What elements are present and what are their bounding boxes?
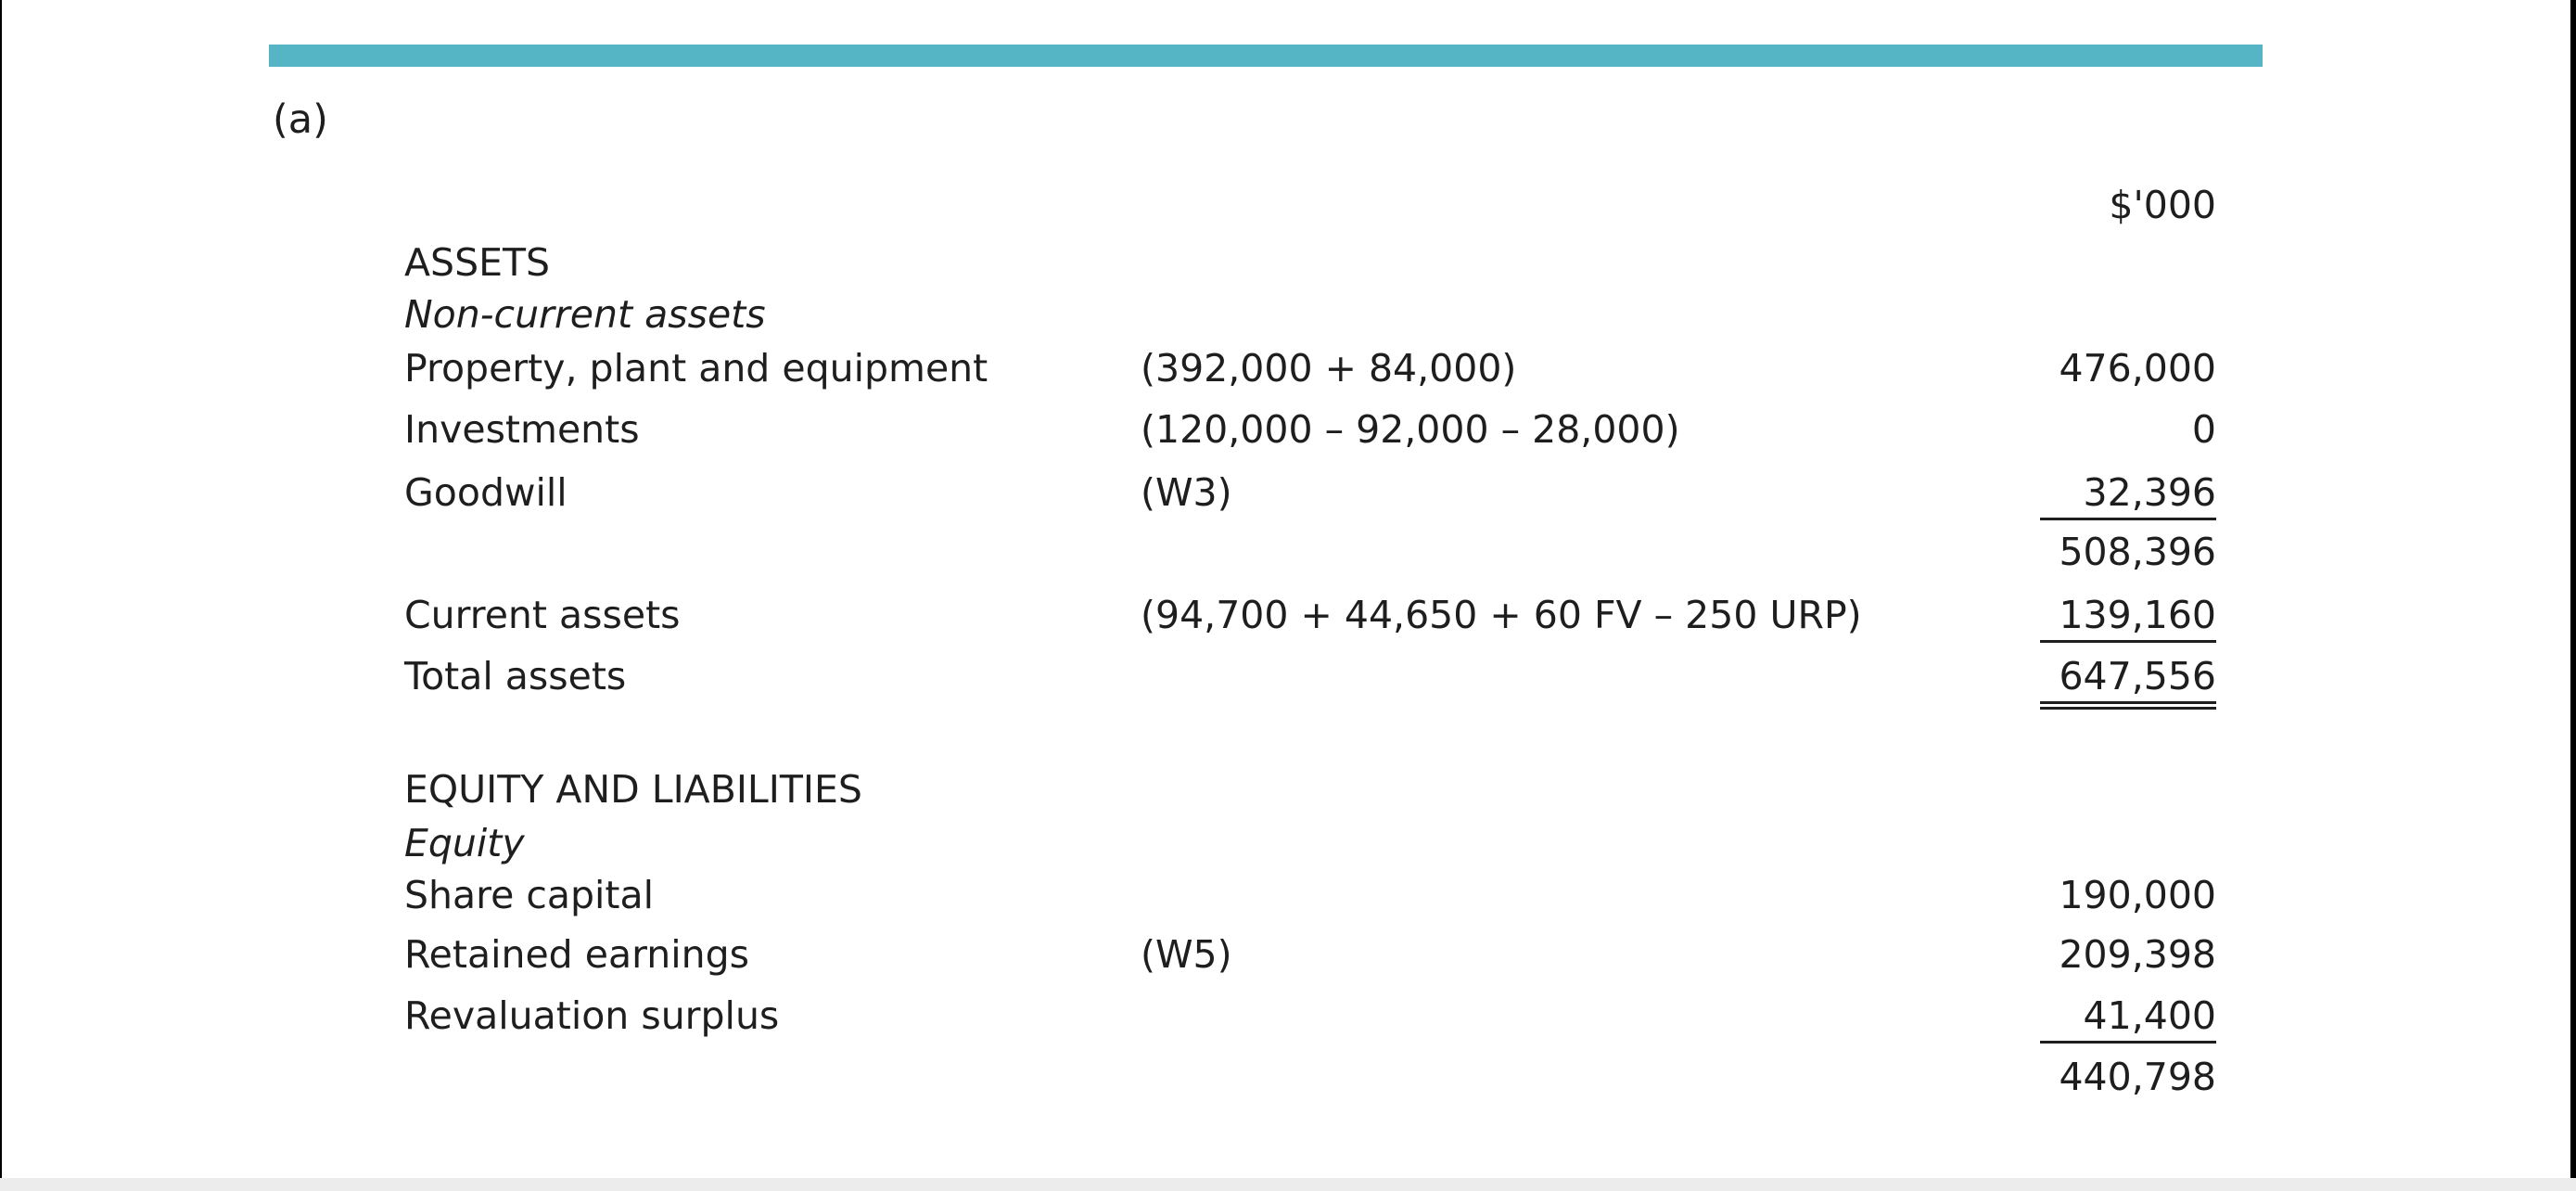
row-working-ppe: (392,000 + 84,000) [1141, 346, 1517, 391]
row-working-retained-earnings: (W5) [1141, 932, 1232, 977]
row-label-ppe: Property, plant and equipment [404, 346, 988, 391]
total-rule [2040, 640, 2216, 643]
equity-subtotal-rule [2040, 1041, 2216, 1044]
equity-subheading: Equity [404, 821, 525, 865]
row-amount-retained-earnings: 209,398 [2059, 932, 2216, 977]
subtotal-rule [2040, 518, 2216, 520]
row-amount-goodwill: 32,396 [2083, 470, 2216, 515]
row-amount-ppe: 476,000 [2059, 346, 2216, 391]
row-amount-revaluation-surplus: 41,400 [2083, 993, 2216, 1038]
row-working-current-assets: (94,700 + 44,650 + 60 FV – 250 URP) [1141, 593, 1862, 637]
row-working-goodwill: (W3) [1141, 470, 1232, 515]
row-label-investments: Investments [404, 407, 640, 452]
non-current-assets-subheading: Non-current assets [404, 292, 766, 337]
row-label-current-assets: Current assets [404, 593, 681, 637]
non-current-assets-total: 508,396 [2059, 530, 2216, 574]
assets-heading: ASSETS [404, 240, 551, 285]
row-label-revaluation-surplus: Revaluation surplus [404, 993, 780, 1038]
equity-liabilities-heading: EQUITY AND LIABILITIES [404, 767, 862, 812]
row-amount-share-capital: 190,000 [2059, 873, 2216, 917]
currency-header: $'000 [2109, 183, 2216, 227]
document-page [2, 0, 2570, 1178]
row-label-goodwill: Goodwill [404, 470, 567, 515]
double-total-rule [2040, 701, 2216, 710]
row-amount-current-assets: 139,160 [2059, 593, 2216, 637]
row-working-investments: (120,000 – 92,000 – 28,000) [1141, 407, 1680, 452]
page-bottom-strip [0, 1178, 2576, 1191]
row-label-share-capital: Share capital [404, 873, 655, 917]
part-label: (a) [273, 96, 328, 143]
row-label-retained-earnings: Retained earnings [404, 932, 749, 977]
row-amount-investments: 0 [2191, 407, 2216, 452]
row-label-total-assets: Total assets [404, 654, 627, 698]
equity-total: 440,798 [2059, 1055, 2216, 1099]
header-accent-bar [269, 45, 2263, 67]
row-amount-total-assets: 647,556 [2059, 654, 2216, 698]
